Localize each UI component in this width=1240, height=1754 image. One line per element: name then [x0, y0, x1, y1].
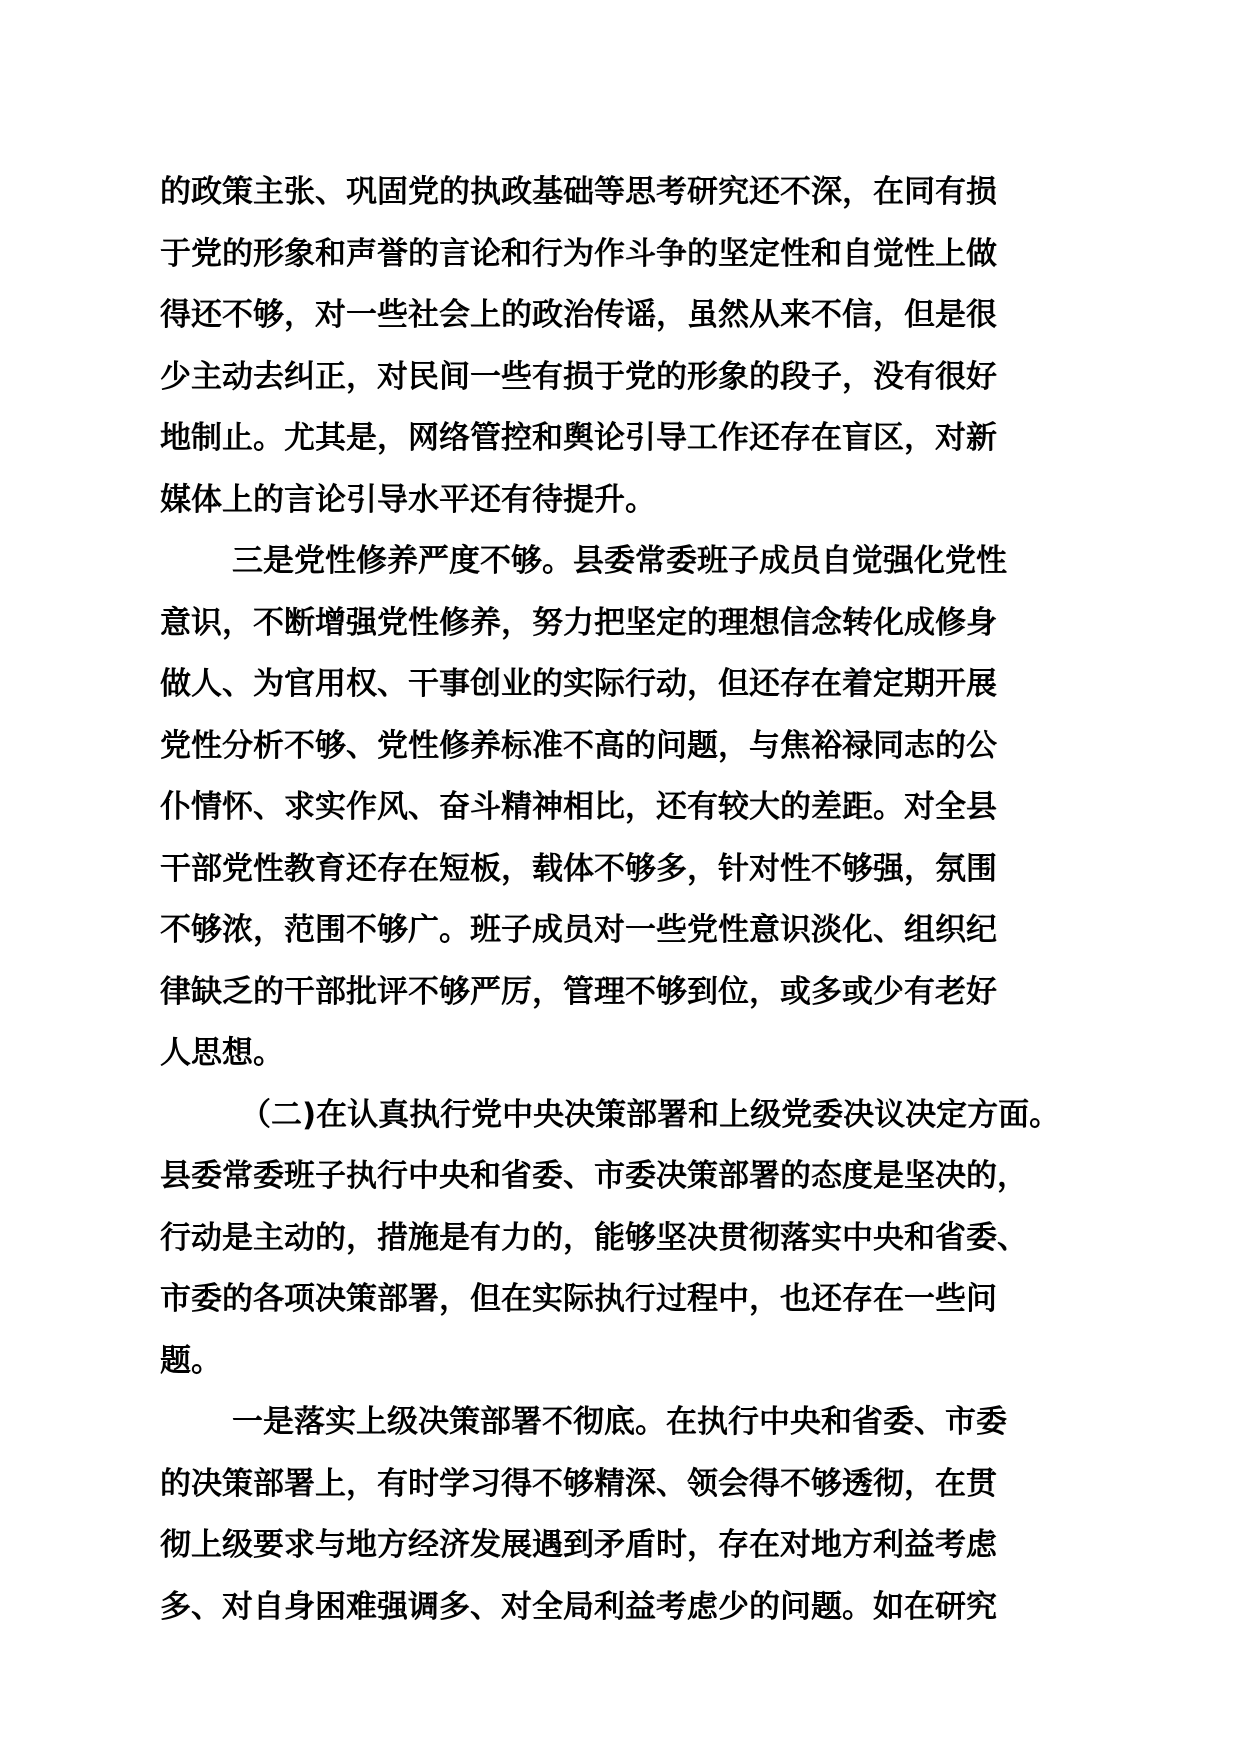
document-body: [160, 162, 1100, 1638]
text-line: 人思想。: [160, 1035, 284, 1071]
text-line: 彻上级要求与地方经济发展遇到矛盾时，存在对地方利益考虑: [160, 1527, 997, 1563]
text-line: 县委常委班子执行中央和省委、市委决策部署的态度是坚决的，: [160, 1158, 1028, 1194]
text-line: 多、对自身困难强调多、对全局利益考虑少的问题。如在研究: [160, 1588, 997, 1625]
text-line: 媒体上的言论引导水平还有待提升。: [160, 481, 656, 518]
paragraph-start-line: 一是落实上级决策部署不彻底。在执行中央和省委、市委: [232, 1404, 1007, 1440]
text-line: 少主动去纠正，对民间一些有损于党的形象的段子，没有很好: [160, 358, 997, 395]
text-line: 做人、为官用权、干事创业的实际行动，但还存在着定期开展: [160, 666, 997, 702]
text-line: 不够浓，范围不够广。班子成员对一些党性意识淡化、组织纪: [160, 912, 997, 948]
text-line: 行动是主动的，措施是有力的，能够坚决贯彻落实中央和省委、: [160, 1219, 1028, 1256]
text-line: 得还不够，对一些社会上的政治传谣，虽然从来不信，但是很: [160, 297, 997, 333]
text-line: 意识，不断增强党性修养，努力把坚定的理想信念转化成修身: [160, 604, 997, 641]
text-line: 党性分析不够、党性修养标准不高的问题，与焦裕禄同志的公: [160, 727, 997, 764]
text-line: 律缺乏的干部批评不够严厉，管理不够到位，或多或少有老好: [160, 973, 997, 1010]
text-line: 的政策主张、巩固党的执政基础等思考研究还不深，在同有损: [160, 174, 997, 210]
text-line: 市委的各项决策部署，但在实际执行过程中，也还存在一些问: [160, 1281, 997, 1317]
section-heading-line: （二)在认真执行党中央决策部署和上级党委决议决定方面。: [240, 1096, 1061, 1133]
text-line: 的决策部署上，有时学习得不够精深、领会得不够透彻，在贯: [160, 1465, 997, 1502]
text-line: 干部党性教育还存在短板，载体不够多，针对性不够强，氛围: [160, 850, 997, 887]
text-line: 于党的形象和声誉的言论和行为作斗争的坚定性和自觉性上做: [160, 235, 997, 272]
paragraph-start-line: 三是党性修养严度不够。县委常委班子成员自觉强化党性: [232, 543, 1007, 579]
text-line: 题。: [160, 1342, 222, 1379]
text-line: 地制止。尤其是，网络管控和舆论引导工作还存在盲区，对新: [160, 420, 997, 456]
text-line: 仆情怀、求实作风、奋斗精神相比，还有较大的差距。对全县: [160, 789, 997, 825]
